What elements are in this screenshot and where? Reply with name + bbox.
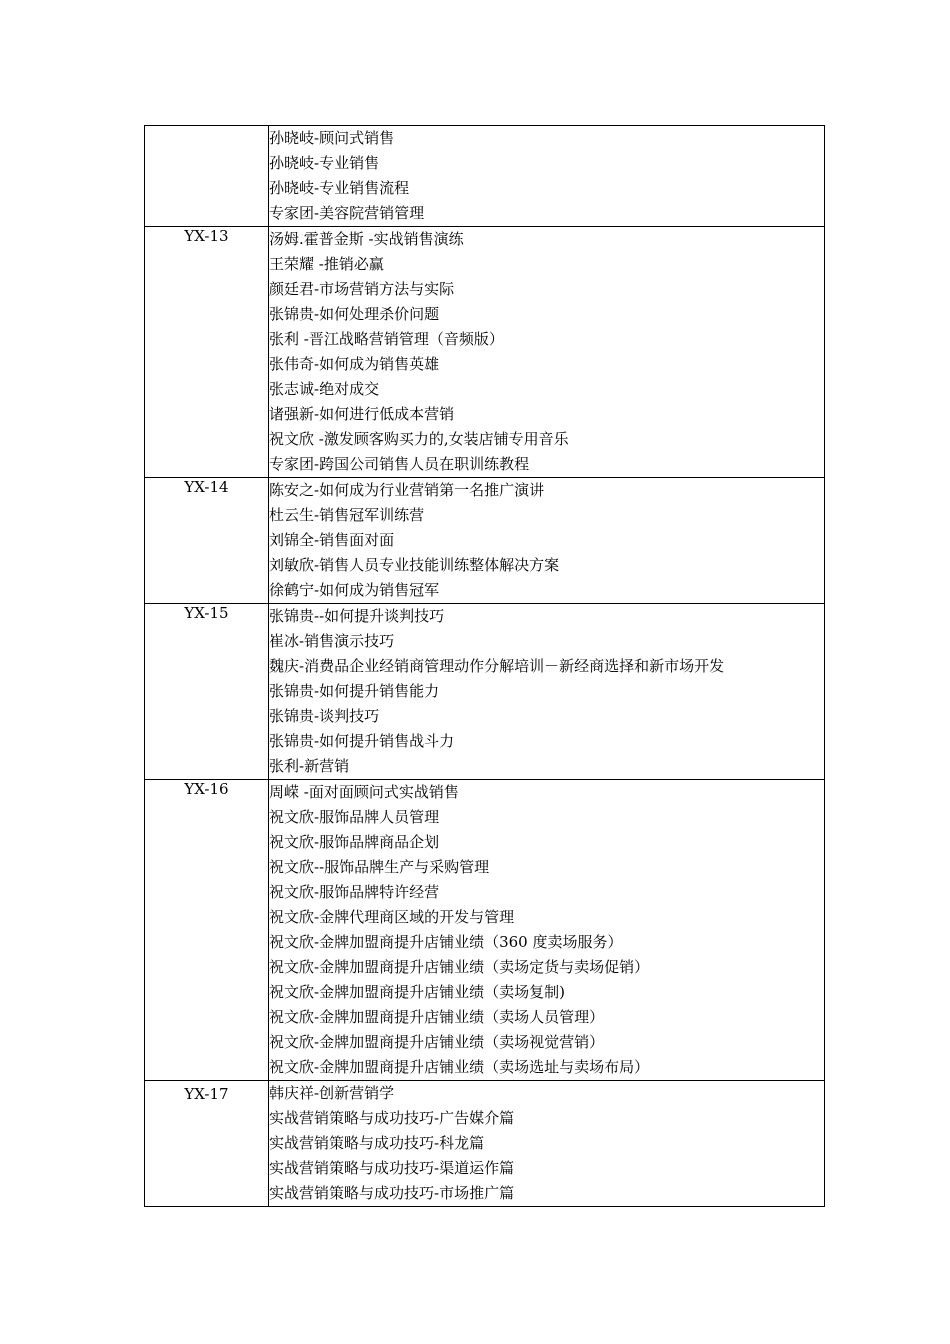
group-code: YX-17: [184, 1085, 229, 1103]
course-item: 张伟奇-如何成为销售英雄: [269, 355, 440, 373]
table-body: [145, 126, 825, 1207]
group-code-cell: [145, 227, 269, 478]
course-list-cell: [269, 604, 825, 780]
course-item: 祝文欣--服饰品牌生产与采购管理: [269, 858, 490, 876]
course-item: 刘敏欣-销售人员专业技能训练整体解决方案: [269, 556, 560, 574]
group-code-cell: [145, 604, 269, 780]
course-item: 张志诚-绝对成交: [269, 380, 380, 398]
course-list-cell: [269, 478, 825, 604]
course-item: 孙晓岐-专业销售: [269, 154, 380, 172]
course-item: 张锦贵-如何提升销售战斗力: [269, 732, 455, 750]
course-table: [144, 125, 825, 1207]
group-code: YX-14: [184, 478, 229, 496]
course-list-cell: [269, 1081, 825, 1207]
table-row: [145, 478, 825, 604]
course-item: 颜廷君-市场营销方法与实际: [269, 280, 455, 298]
course-item: 张锦贵-谈判技巧: [269, 707, 380, 725]
course-item: 徐鹤宁-如何成为销售冠军: [269, 581, 440, 599]
course-item: 实战营销策略与成功技巧-广告媒介篇: [269, 1109, 515, 1127]
course-item: 张锦贵-如何处理杀价问题: [269, 305, 440, 323]
table-row: [145, 604, 825, 780]
course-item: 祝文欣-金牌加盟商提升店铺业绩（卖场人员管理）: [269, 1008, 605, 1026]
group-code-cell: [145, 780, 269, 1081]
course-list-cell: [269, 780, 825, 1081]
course-item: 实战营销策略与成功技巧-渠道运作篇: [269, 1159, 515, 1177]
course-item: 张锦贵-如何提升销售能力: [269, 682, 440, 700]
group-code-cell: [145, 126, 269, 227]
course-item: 崔冰-销售演示技巧: [269, 632, 395, 650]
table-row: [145, 126, 825, 227]
course-item: 陈安之-如何成为行业营销第一名推广演讲: [269, 481, 545, 499]
course-item: 魏庆-消费品企业经销商管理动作分解培训－新经商选择和新市场开发: [269, 657, 725, 675]
course-item: 祝文欣-金牌加盟商提升店铺业绩（卖场复制): [269, 983, 565, 1001]
course-item: 杜云生-销售冠军训练营: [269, 506, 425, 524]
course-item: 祝文欣-服饰品牌商品企划: [269, 833, 440, 851]
course-item: 王荣耀 -推销必赢: [269, 255, 384, 273]
course-item: 汤姆.霍普金斯 -实战销售演练: [269, 230, 464, 248]
group-code: YX-16: [184, 780, 229, 798]
course-item: 祝文欣-金牌加盟商提升店铺业绩（卖场选址与卖场布局）: [269, 1058, 650, 1076]
course-item: 孙晓岐-专业销售流程: [269, 179, 410, 197]
course-item: 诸强新-如何进行低成本营销: [269, 405, 455, 423]
course-item: 祝文欣-金牌加盟商提升店铺业绩（卖场定货与卖场促销）: [269, 958, 650, 976]
course-item: 祝文欣-金牌加盟商提升店铺业绩（卖场视觉营销）: [269, 1033, 605, 1051]
course-item: 实战营销策略与成功技巧-科龙篇: [269, 1134, 485, 1152]
course-item: 周嵘 -面对面顾问式实战销售: [269, 783, 459, 801]
course-item: 孙晓岐-顾问式销售: [269, 129, 395, 147]
course-list-cell: [269, 227, 825, 478]
course-item: 祝文欣-服饰品牌特许经营: [269, 883, 440, 901]
course-item: 张锦贵--如何提升谈判技巧: [269, 607, 445, 625]
table-row: [145, 227, 825, 478]
course-item: 专家团-跨国公司销售人员在职训练教程: [269, 455, 530, 473]
course-item: 专家团-美容院营销管理: [269, 204, 425, 222]
course-item: 韩庆祥-创新营销学: [269, 1084, 395, 1102]
course-item: 祝文欣-服饰品牌人员管理: [269, 808, 440, 826]
group-code-cell: [145, 478, 269, 604]
course-item: 实战营销策略与成功技巧-市场推广篇: [269, 1184, 515, 1202]
course-item: 祝文欣-金牌代理商区域的开发与管理: [269, 908, 515, 926]
group-code: YX-15: [184, 604, 229, 622]
group-code: YX-13: [184, 227, 229, 245]
course-item: 刘锦全-销售面对面: [269, 531, 395, 549]
course-item: 张利-新营销: [269, 757, 350, 775]
course-item: 祝文欣 -激发顾客购买力的,女装店铺专用音乐: [269, 430, 569, 448]
course-list-cell: [269, 126, 825, 227]
course-item: 张利 -晋江战略营销管理（音频版）: [269, 330, 504, 348]
table-row: [145, 780, 825, 1081]
group-code-cell: [145, 1081, 269, 1207]
table-row: [145, 1081, 825, 1207]
course-item: 祝文欣-金牌加盟商提升店铺业绩（360 度卖场服务）: [269, 933, 623, 951]
